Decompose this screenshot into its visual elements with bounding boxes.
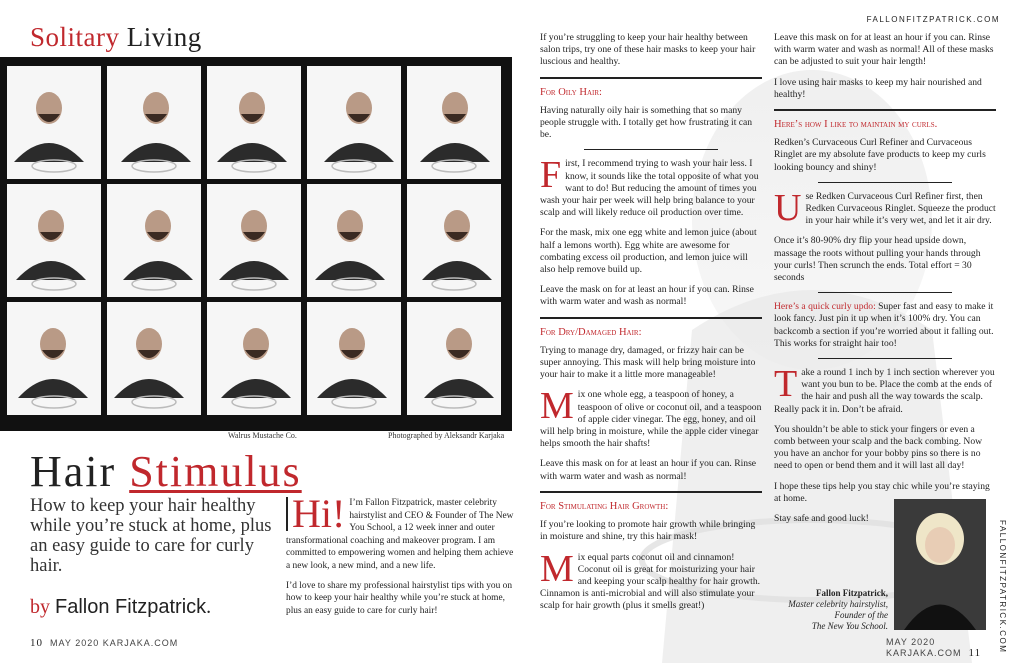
man-portrait-photo: [207, 66, 301, 179]
photo-frame: [107, 184, 201, 297]
divider: [818, 292, 951, 293]
footer-left: 10 MAY 2020 KARJAKA.COM: [30, 637, 179, 649]
man-portrait-photo: [307, 302, 401, 415]
intro-dropcap: Hi!: [286, 497, 345, 531]
divider: [584, 149, 717, 150]
man-portrait-photo: [107, 302, 201, 415]
man-portrait-photo: [407, 302, 501, 415]
section-title: Solitary Living: [30, 22, 202, 52]
footer-right: MAY 2020 KARJAKA.COM 11: [886, 637, 982, 659]
divider: [818, 182, 951, 183]
divider: [774, 109, 996, 111]
dek: How to keep your hair healthy while you’re stuck at home, plus an easy guide to care for curly hair.: [30, 496, 272, 576]
dropcap: T: [774, 363, 798, 406]
photo-frame: [307, 302, 401, 415]
man-portrait-photo: [207, 184, 301, 297]
photo-grid: [7, 66, 501, 415]
photo-frame: [107, 66, 201, 179]
heading-oily: For Oily Hair:: [540, 86, 602, 98]
divider: [818, 358, 951, 359]
dropcap: U: [774, 186, 802, 229]
column-1: If you’re struggling to keep your hair healthy between salon trips, try one of these hair masks to keep your hair luscious and healthy. For Oily Hair: Having naturally oily hair is something that so many people struggle with. I totally get how frustrating it can be. First, I recommend trying to wash your hair less. I know, it sounds like the total opposite of what you want to do! But reducing the amount of times you wash your hair per week will help bring balance to your scalp and will likely reduce oil production over time. For the mask, mix one egg white and lemon juice (about half a lemons worth). Egg white are awesome for combating excess oil production, and lemon juice will also help remove build up. Leave the mask on for at least an hour if you can. Rinse with warm water and wash as normal! For Dry/Damaged Hair: Trying to manage dry, damaged, or frizzy hair can be super annoying. This mask will help bring moisture into your hair to make it a little more manageable! Mix one whole egg, a teaspoon of honey, a teaspoon of olive or coconut oil, and a teaspoon of apple cider vinegar. The egg, honey, and oil will help bring in moisture, while the apple cider vinegar helps smooth the hair shafts! Leave this mask on for at least an hour if you can. Rinse with warm water and wash as normal! For Stimulating Hair Growth: If you’re looking to promote hair growth while bringing in moisture and shine, try this hair mask! Mix equal parts coconut oil and cinnamon! Coconut oil is great for moisturizing your hair and keeping your scalp healthy for hair growth. Cinnamon is anti-microbial and will also stimulate your scalp for hair growth (plus it smells great!): [540, 32, 762, 612]
byline: by Fallon Fitzpatrick.: [30, 596, 212, 618]
dropcap: F: [540, 154, 562, 197]
photo-frame: [407, 184, 501, 297]
photo-frame: [7, 184, 101, 297]
photo-frame: [7, 302, 101, 415]
man-portrait-photo: [407, 66, 501, 179]
updo-label: Here’s a quick curly updo:: [774, 301, 876, 313]
heading-growth: For Stimulating Hair Growth:: [540, 500, 669, 512]
man-portrait-photo: [7, 184, 101, 297]
man-portrait-photo: [307, 66, 401, 179]
author-portrait-image: [894, 499, 986, 630]
man-portrait-photo: [107, 184, 201, 297]
photo-frame: [107, 302, 201, 415]
photo-caption-brand: Walrus Mustache Co.: [228, 431, 297, 440]
headline: Hair Stimulus: [30, 447, 302, 496]
dropcap: M: [540, 385, 574, 428]
man-portrait-photo: [107, 66, 201, 179]
vertical-site-url: FALLONFITZPATRICK.COM: [998, 520, 1007, 654]
divider: [540, 491, 762, 493]
column-2: Leave this mask on for at least an hour if you can. Rinse with warm water and wash as normal! All of these masks can be adjusted to suit your hair length! I love using hair masks to keep my hair nourished and healthy! Here’s how I like to maintain my curls. Redken’s Curvaceous Curl Refiner and Curvaceous Ringlet are my absolute fave products to keep my curls looking bouncy and shiny! Use Redken Curvaceous Curl Refiner first, then Redken Curvaceous Ringlet. Squeeze the product in your hair while it’s very wet, and let it air dry. Once it’s 80-90% dry flip your head upside down, massage the roots without pulling your hands through your curls! Then scrunch the ends. Total effort = 30 seconds Here’s a quick curly updo: Super fast and easy to make it look fancy. Just pin it up when it’s 100% dry. You can backcomb a section if you’re worried about it falling out. This works for straight hair too! Take a round 1 inch by 1 inch section wherever you want you bun to be. Place the comb at the ends of the hair and push all the way towards the scalp. Really pack it in. Don’t be afraid. You shouldn’t be able to stick your fingers or even a comb between your scalp and the back combing. Now you have an anchor for your bobby pins so there is no need to open or bend them and it will last all day! I hope these tips help you stay chic while you’re staying at home. Stay safe and good luck!: [774, 32, 996, 525]
heading-curls: Here’s how I like to maintain my curls.: [774, 119, 938, 131]
photo-frame: [207, 66, 301, 179]
heading-dry: For Dry/Damaged Hair:: [540, 326, 642, 338]
photo-frame: [207, 184, 301, 297]
photo-frame: [307, 184, 401, 297]
photo-contact-sheet: [0, 57, 512, 431]
photo-frame: [407, 66, 501, 179]
man-portrait-photo: [7, 302, 101, 415]
man-portrait-photo: [407, 184, 501, 297]
site-url: FALLONFITZPATRICK.COM: [866, 15, 1000, 24]
photo-frame: [7, 66, 101, 179]
intro-text: Hi! I’m Fallon Fitzpatrick, master celebrity hairstylist and CEO & Founder of The New You School, a 12 week inner and outer transformational coaching and makeover program. I am committed to empowering women and helping them achieve a new look, a new mind, and a new life. I’d love to share my professional hairstylist tips with you on how to keep your hair healthy while you’re stuck at home, plus an easy guide to care for curly hair!: [286, 491, 514, 616]
man-portrait-photo: [207, 302, 301, 415]
man-portrait-photo: [307, 184, 401, 297]
divider: [540, 77, 762, 79]
author-signature: Fallon Fitzpatrick, Master celebrity hairstylist, Founder of the The New You School.: [788, 588, 888, 631]
photo-frame: [407, 302, 501, 415]
divider: [540, 317, 762, 319]
photo-frame: [307, 66, 401, 179]
author-portrait: [894, 499, 986, 630]
photo-credit: Photographed by Aleksandr Karjaka: [388, 431, 505, 440]
dropcap: M: [540, 547, 574, 590]
photo-frame: [207, 302, 301, 415]
man-portrait-photo: [7, 66, 101, 179]
